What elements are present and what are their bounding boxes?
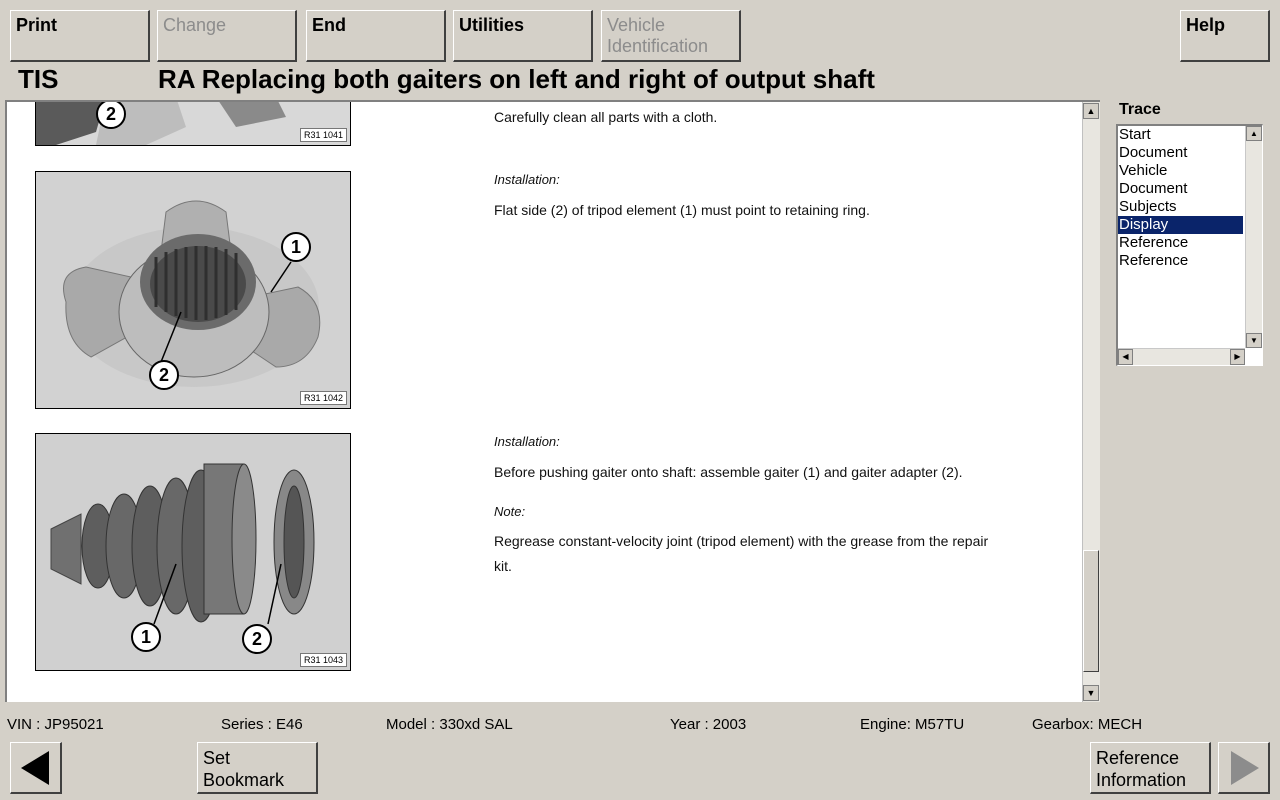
trace-scroll-down-icon[interactable]: ▼ (1246, 333, 1262, 348)
trace-hscroll[interactable] (1118, 348, 1245, 365)
tripod-element-illustration (36, 172, 351, 409)
figure-2-callout-2: 2 (149, 360, 179, 390)
content-scrollbar[interactable] (1082, 102, 1100, 702)
back-button[interactable] (10, 742, 62, 794)
change-button[interactable]: Change (157, 10, 297, 62)
trace-list[interactable] (1116, 124, 1263, 366)
figure-3-callout-1: 1 (131, 622, 161, 652)
end-button[interactable]: End (306, 10, 446, 62)
trace-items (1118, 126, 1262, 270)
series-value: Series : E46 (221, 716, 303, 733)
set-bookmark-line1: Set (203, 748, 231, 768)
scroll-thumb[interactable] (1083, 550, 1099, 672)
vehicle-identification-line2: Identification (607, 36, 709, 56)
installation-heading-1: Installation: (494, 172, 560, 187)
figure-1-code: R31 1041 (300, 128, 347, 142)
vin-value: VIN : JP95021 (7, 716, 104, 733)
help-button[interactable]: Help (1180, 10, 1270, 62)
document-content[interactable] (5, 100, 1100, 702)
forward-arrow-icon (1219, 743, 1269, 793)
figure-r31-1043 (35, 433, 351, 671)
figure-3-code: R31 1043 (300, 653, 347, 667)
model-value: Model : 330xd SAL (386, 716, 513, 733)
trace-item[interactable]: Document (1119, 180, 1188, 197)
figure-r31-1041 (35, 100, 351, 146)
gearbox-value: Gearbox: MECH (1032, 716, 1143, 733)
document-title: RA Replacing both gaiters on left and right of output shaft (158, 64, 875, 94)
trace-item[interactable]: Reference (1119, 252, 1189, 269)
trace-label: Trace (1119, 101, 1161, 118)
figure-1-callout-2: 2 (96, 100, 126, 129)
tripod-installation-text: Flat side (2) of tripod element (1) must point to retaining ring. (494, 202, 870, 218)
vehicle-identification-button[interactable] (601, 10, 741, 62)
utilities-button[interactable]: Utilities (453, 10, 593, 62)
trace-vscroll[interactable] (1245, 126, 1262, 348)
trace-item[interactable]: Display (1118, 216, 1243, 234)
trace-scroll-left-icon[interactable]: ◀ (1118, 349, 1133, 365)
gaiter-illustration (36, 434, 351, 671)
forward-button[interactable] (1218, 742, 1270, 794)
trace-item[interactable]: Subjects (1119, 198, 1177, 215)
step-clean-text: Carefully clean all parts with a cloth. (494, 109, 718, 125)
note-heading: Note: (494, 504, 526, 519)
print-button[interactable]: Print (10, 10, 150, 62)
engine-value: Engine: M57TU (860, 716, 965, 733)
vehicle-identification-line1: Vehicle (607, 15, 666, 35)
trace-item[interactable]: Vehicle (1119, 162, 1168, 179)
trace-item[interactable]: Reference (1119, 234, 1189, 251)
trace-scroll-up-icon[interactable]: ▲ (1246, 126, 1262, 141)
set-bookmark-line2: Bookmark (203, 770, 285, 790)
vehicle-status-bar (0, 712, 1280, 738)
set-bookmark-button[interactable] (197, 742, 318, 794)
gaiter-installation-text: Before pushing gaiter onto shaft: assemble gaiter (1) and gaiter adapter (2). (494, 464, 963, 480)
regrease-note-text (494, 529, 1054, 579)
scroll-up-button[interactable]: ▲ (1083, 103, 1099, 119)
scroll-down-button[interactable]: ▼ (1083, 685, 1099, 701)
figure-2-callout-1: 1 (281, 232, 311, 262)
year-value: Year : 2003 (670, 716, 747, 733)
title-bar (0, 62, 1100, 96)
trace-item[interactable]: Start (1119, 126, 1151, 143)
back-arrow-icon (11, 743, 61, 793)
reference-information-line2: Information (1096, 770, 1187, 790)
reference-information-line1: Reference (1096, 748, 1180, 768)
regrease-note-line1: Regrease constant-velocity joint (tripod element) with the grease from the repair (494, 533, 989, 549)
figure-3-callout-2: 2 (242, 624, 272, 654)
regrease-note-line2: kit. (494, 558, 512, 574)
installation-heading-2: Installation: (494, 434, 560, 449)
figure-r31-1042 (35, 171, 351, 409)
figure-2-code: R31 1042 (300, 391, 347, 405)
app-title: TIS (18, 64, 59, 94)
trace-item[interactable]: Document (1119, 144, 1188, 161)
trace-scroll-right-icon[interactable]: ▶ (1230, 349, 1245, 365)
reference-information-button[interactable] (1090, 742, 1211, 794)
